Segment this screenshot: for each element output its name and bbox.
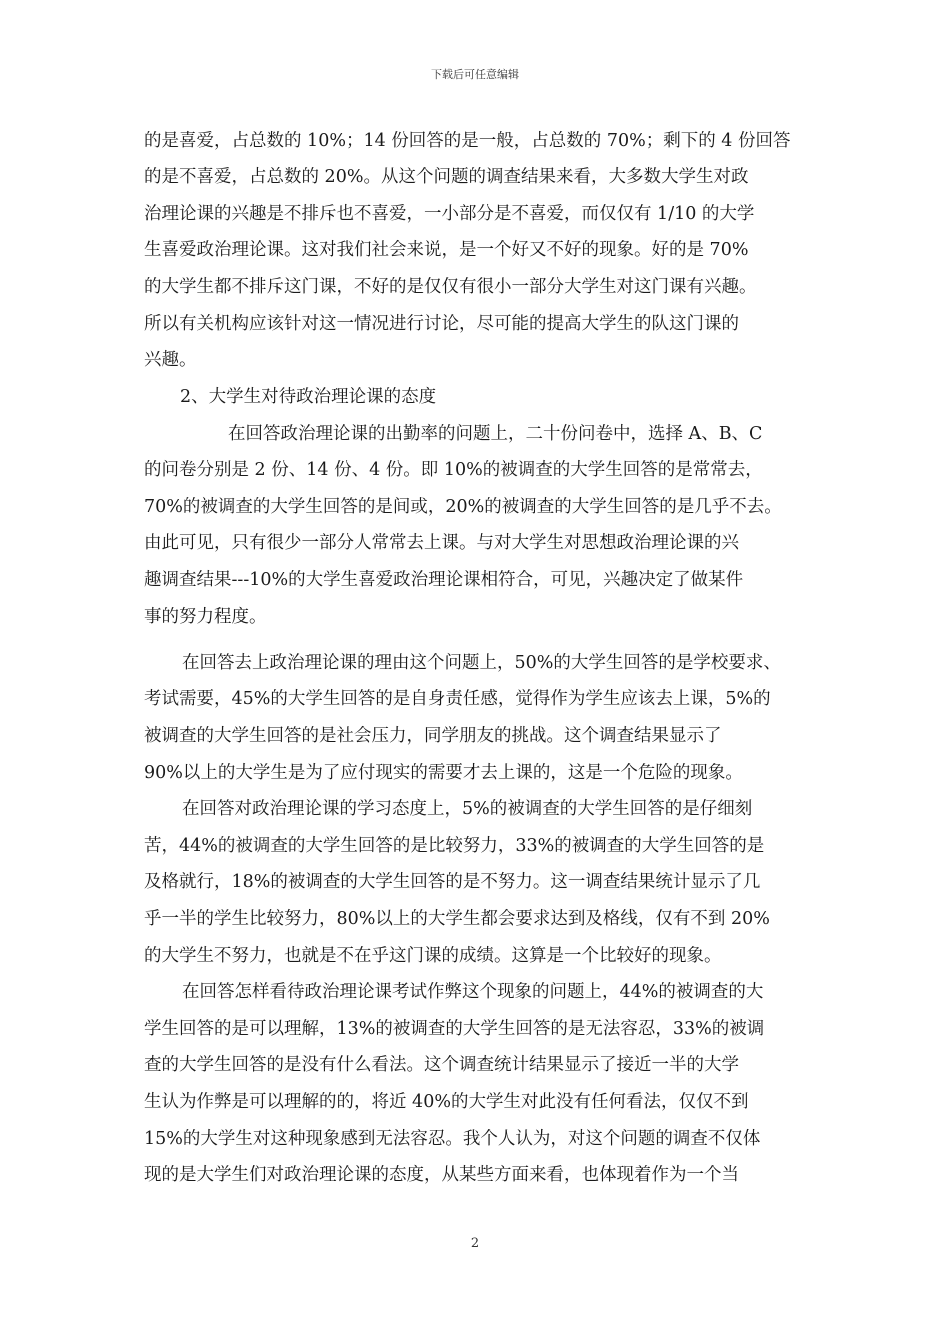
text-line: 在回答怎样看待政治理论课考试作弊这个现象的问题上，44%的被调查的大 [182, 982, 764, 1002]
text-line: 现的是大学生们对政治理论课的态度，从某些方面来看，也体现着作为一个当 [144, 1165, 739, 1185]
text-line: 治理论课的兴趣是不排斥也不喜爱，一小部分是不喜爱，而仅仅有 1/10 的大学 [144, 204, 755, 224]
text-line: 生喜爱政治理论课。这对我们社会来说，是一个好又不好的现象。好的是 70% [144, 240, 749, 260]
text-line: 在回答去上政治理论课的理由这个问题上，50%的大学生回答的是学校要求、 [182, 653, 781, 673]
text-line: 在回答政治理论课的出勤率的问题上，二十份问卷中，选择 A、B、C [228, 424, 763, 444]
text-line: 苦，44%的被调查的大学生回答的是比较努力，33%的被调查的大学生回答的是 [144, 836, 765, 856]
text-line: 生认为作弊是可以理解的的，将近 40%的大学生对此没有任何看法，仅仅不到 [144, 1092, 749, 1112]
page-header: 下载后可任意编辑 [431, 68, 519, 81]
text-line: 趣调查结果---10%的大学生喜爱政治理论课相符合，可见，兴趣决定了做某件 [144, 570, 744, 590]
text-line: 查的大学生回答的是没有什么看法。这个调查统计结果显示了接近一半的大学 [144, 1055, 739, 1075]
text-line: 及格就行，18%的被调查的大学生回答的是不努力。这一调查结果统计显示了几 [144, 872, 761, 892]
text-line: 的大学生不努力，也就是不在乎这门课的成绩。这算是一个比较好的现象。 [144, 946, 722, 966]
text-line: 的是不喜爱，占总数的 20%。从这个问题的调查结果来看，大多数大学生对政 [144, 167, 749, 187]
text-line: 90%以上的大学生是为了应付现实的需要才去上课的，这是一个危险的现象。 [144, 763, 743, 783]
text-line: 考试需要，45%的大学生回答的是自身责任感，觉得作为学生应该去上课，5%的 [144, 689, 771, 709]
text-line: 15%的大学生对这种现象感到无法容忍。我个人认为，对这个问题的调查不仅体 [144, 1129, 761, 1149]
text-line: 被调查的大学生回答的是社会压力，同学朋友的挑战。这个调查结果显示了 [144, 726, 722, 746]
text-line: 由此可见，只有很少一部分人常常去上课。与对大学生对思想政治理论课的兴 [144, 533, 739, 553]
text-line: 事的努力程度。 [144, 607, 267, 627]
text-line: 的问卷分别是 2 份、14 份、4 份。即 10%的被调查的大学生回答的是常常去， [144, 460, 763, 480]
text-line: 的大学生都不排斥这门课，不好的是仅仅有很小一部分大学生对这门课有兴趣。 [144, 277, 757, 297]
section-heading: 2、大学生对待政治理论课的态度 [180, 387, 437, 407]
text-line: 的是喜爱，占总数的 10%；14 份回答的是一般，占总数的 70%；剩下的 4 份回答 [144, 131, 791, 151]
text-line: 乎一半的学生比较努力，80%以上的大学生都会要求达到及格线，仅有不到 20% [144, 909, 770, 929]
text-line: 在回答对政治理论课的学习态度上，5%的被调查的大学生回答的是仔细刻 [182, 799, 753, 819]
page-number: 2 [470, 1236, 480, 1251]
text-line: 学生回答的是可以理解，13%的被调查的大学生回答的是无法容忍，33%的被调 [144, 1019, 765, 1039]
text-line: 兴趣。 [144, 350, 197, 370]
text-line: 70%的被调查的大学生回答的是间或，20%的被调查的大学生回答的是几乎不去。 [144, 497, 782, 517]
text-line: 所以有关机构应该针对这一情况进行讨论，尽可能的提高大学生的队这门课的 [144, 314, 739, 334]
